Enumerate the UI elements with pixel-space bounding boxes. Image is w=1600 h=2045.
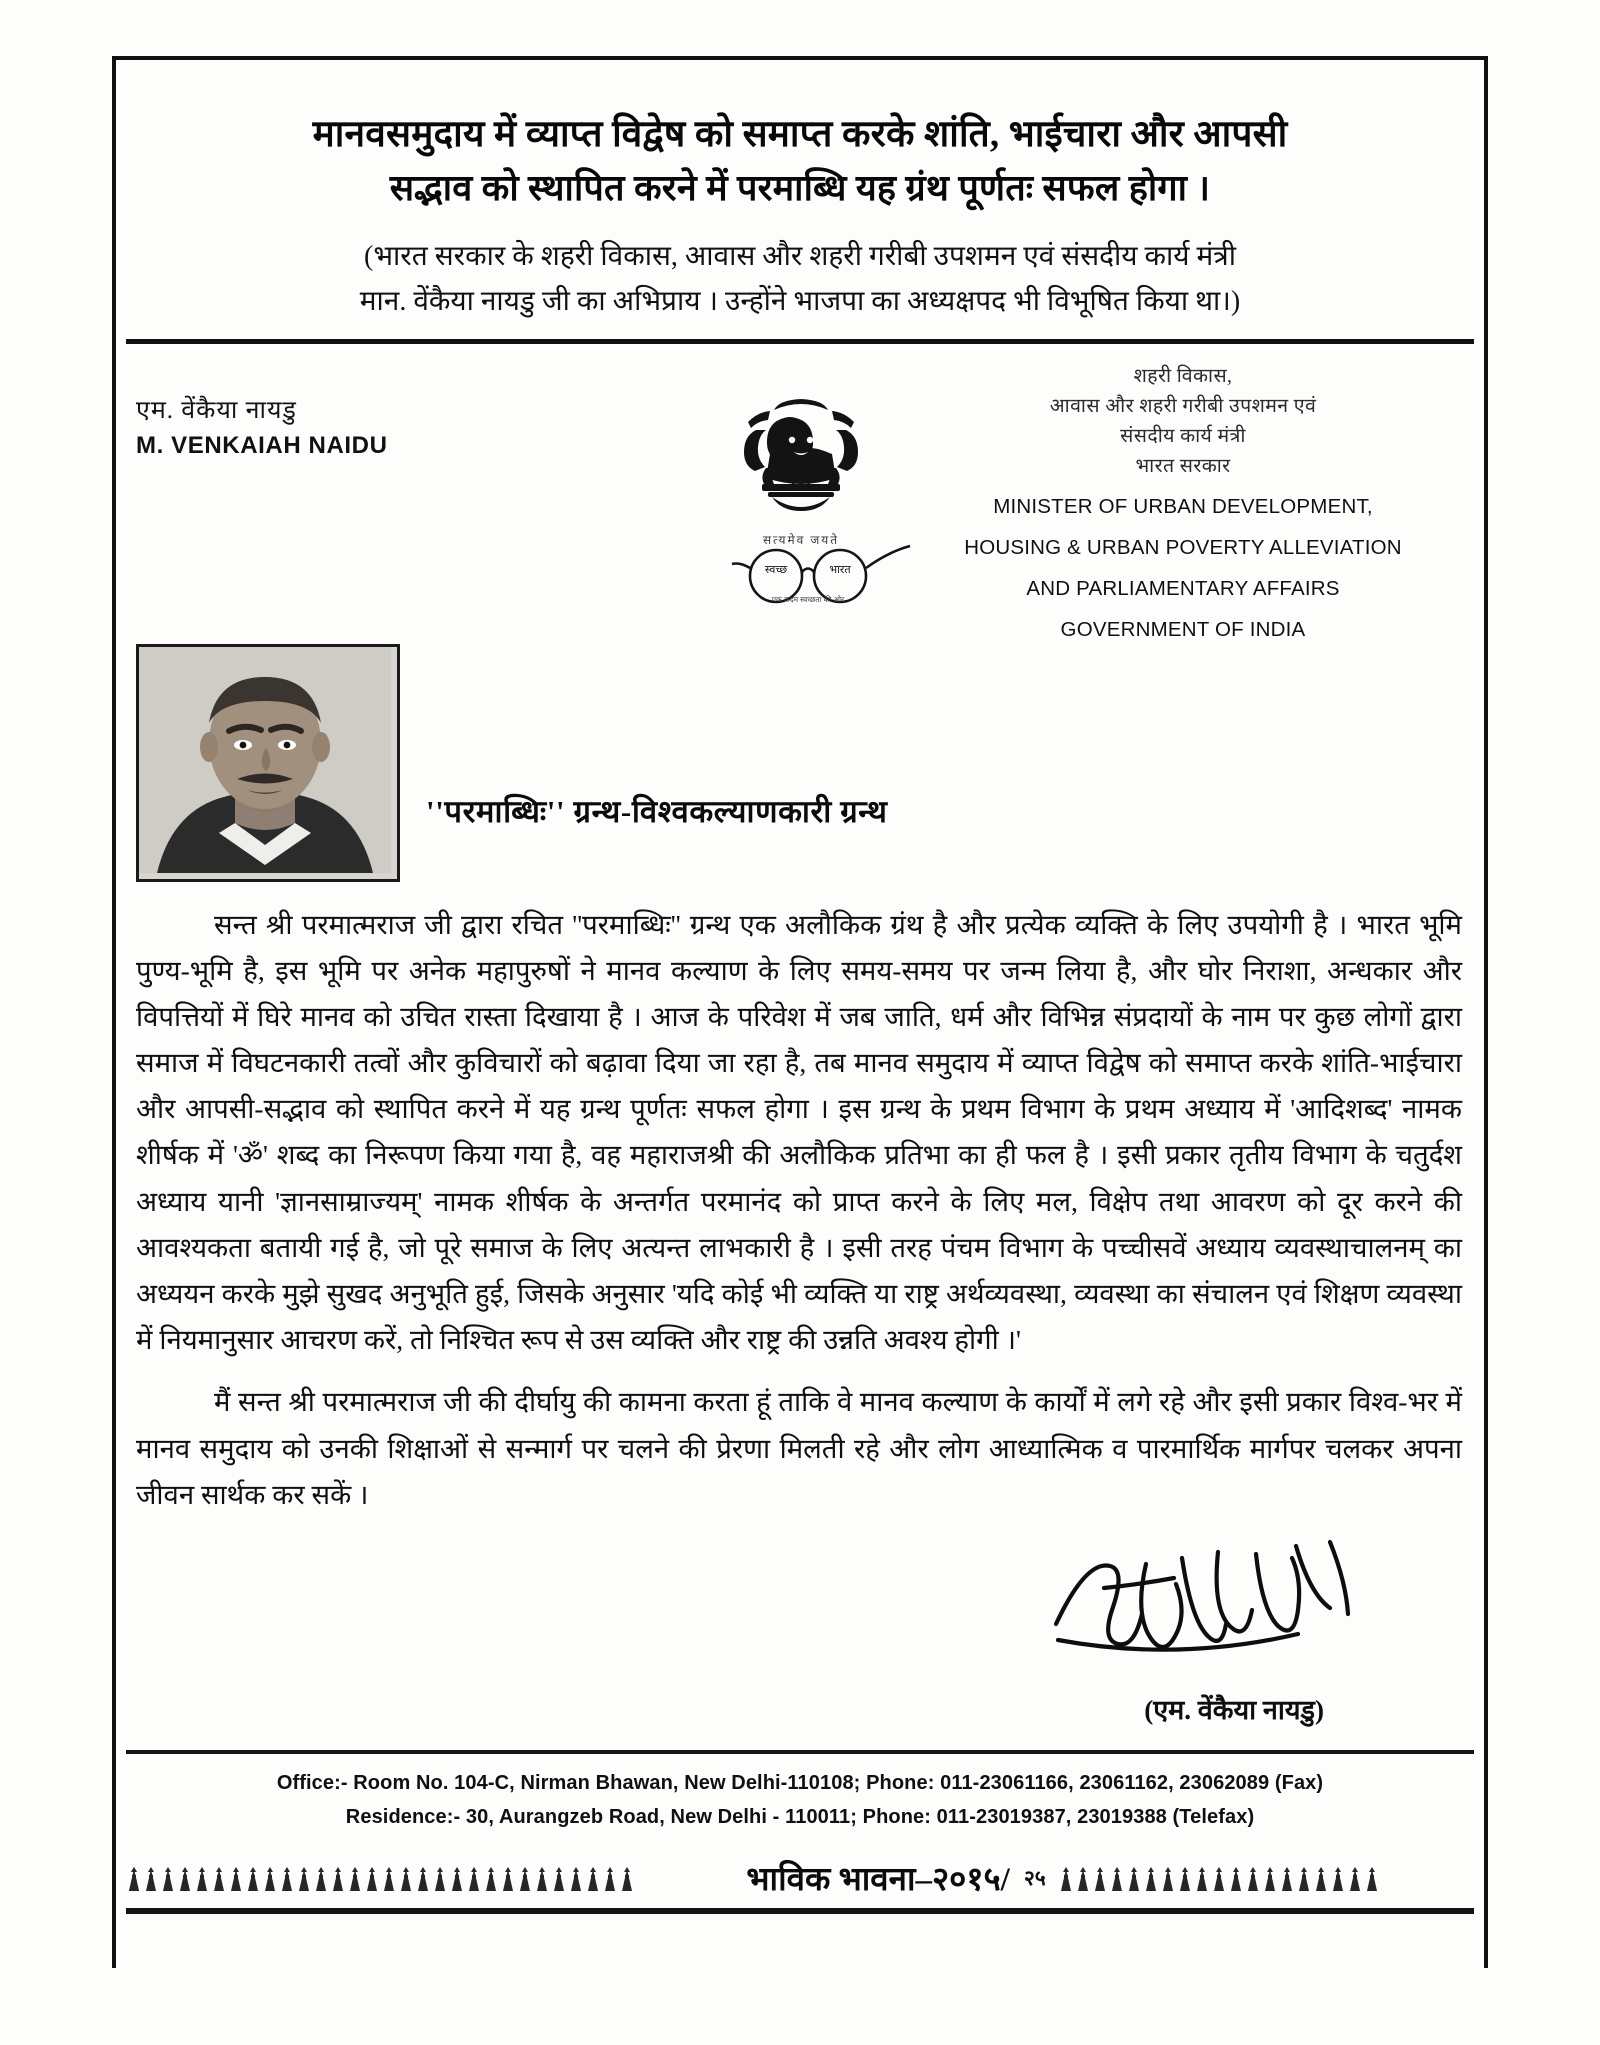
ministry-title-english-3: AND PARLIAMENTARY AFFAIRS — [1026, 576, 1340, 600]
ministry-titles — [896, 362, 1470, 646]
handwritten-signature — [1042, 1528, 1362, 1678]
banner-ornament-left — [126, 1861, 732, 1895]
banner-ornament-right — [1058, 1861, 1474, 1895]
minister-portrait — [136, 644, 400, 882]
letter-body — [126, 896, 1474, 1518]
page-border-right — [1484, 56, 1488, 1968]
heading-line-2: सद्भाव को स्थापित करने में परमाब्धि यह ग्रंथ पूर्णतः सफल होगा । — [389, 167, 1211, 208]
subheading-line-2: मान. वेंकैया नायडु जी का अभिप्राय । उन्होंने भाजपा का अध्यक्षपद भी विभूषित किया था।) — [359, 286, 1241, 318]
main-heading — [126, 60, 1474, 214]
minister-name-block — [136, 392, 388, 460]
footer-contact — [126, 1766, 1474, 1834]
ministry-title-english-2: HOUSING & URBAN POVERTY ALLEVIATION — [964, 536, 1402, 560]
footer-divider — [126, 1750, 1474, 1754]
signature-area — [126, 1534, 1474, 1744]
footer-office-line: Office:- Room No. 104-C, Nirman Bhawan, New Delhi-110108; Phone: 011-23061166, 23061162, 23062089 (Fax) — [276, 1771, 1324, 1794]
heading-line-1: मानवसमुदाय में व्याप्त विद्वेष को समाप्त करके शांति, भाईचारा और आपसी — [312, 114, 1288, 155]
swachh-bharat-spectacles-icon — [724, 540, 939, 610]
state-emblem-of-india-icon — [726, 356, 876, 548]
minister-name-english: M. VENKAIAH NAIDU — [136, 431, 388, 459]
ministry-title-hindi-2: आवास और शहरी गरीबी उपशमन एवं — [1049, 395, 1317, 417]
emblem-motto: सत्यमेव जयते — [762, 532, 840, 547]
svg-text:एक कदम स्वच्छता की ओर: एक कदम स्वच्छता की ओर — [771, 594, 845, 604]
body-paragraph-1: सन्त श्री परमात्मराज जी द्वारा रचित ''परमाब्धिः'' ग्रन्थ एक अलौकिक ग्रंथ है और प्रत्येक व्यक्ति के लिए उपयोगी है । भारत भूमि पुण्य-भूमि है, इस भूमि पर अनेक महापुरुषों ने मानव कल्याण के लिए समय-समय पर जन्म लिया है, और घोर निराशा, अन्धकार और विपत्तियों में घिरे मानव को उचित रास्ता दिखाया है । आज के परिवेश में जब जाति, धर्म और विभिन्न संप्रदायों के नाम पर कुछ लोगों द्वारा समाज में विघटनकारी तत्वों और कुविचारों को बढ़ावा दिया जा रहा है, तब मानव समुदाय में व्याप्त विद्वेष को समाप्त करके शांति-भाईचारा और आपसी-सद्भाव को स्थापित करने में यह ग्रन्थ पूर्णतः सफल होगा । इस ग्रन्थ के प्रथम विभाग के प्रथम अध्याय में 'आदिशब्द' नामक शीर्षक में 'ॐ' शब्द का निरूपण किया गया है, वह महाराजश्री की अलौकिक प्रतिभा का ही फल है । इसी प्रकार तृतीय विभाग के चतुर्दश अध्याय यानी 'ज्ञानसाम्राज्यम्' नामक शीर्षक के अन्तर्गत परमानंद को प्राप्त करने के लिए मल, विक्षेप तथा आवरण को दूर करने की आवश्यकता बतायी गई है, जो पूरे समाज के लिए अत्यन्त लाभकारी है । इसी तरह पंचम विभाग के पच्चीसवें अध्याय व्यवस्थाचालनम् का अध्ययन करके मुझे सुखद अनुभूति हुई, जिसके अनुसार 'यदि कोई भी व्यक्ति या राष्ट्र अर्थव्यवस्था, व्यवस्था का संचालन एवं शिक्षण व्यवस्था में नियमानुसार आचरण करें, तो निश्चित रूप से उस व्यक्ति और राष्ट्र की उन्नति अवश्य होगी ।' — [136, 908, 1462, 1356]
footer-residence-line: Residence:- 30, Aurangzeb Road, New Delhi - 110011; Phone: 011-23019387, 23019388 (Telefax) — [345, 1805, 1255, 1828]
ministry-title-english-4: GOVERNMENT OF INDIA — [1060, 617, 1306, 641]
ministry-title-hindi-4: भारत सरकार — [1135, 456, 1231, 478]
page-border-left — [112, 56, 116, 1968]
page-content — [126, 60, 1474, 1985]
banner-bottom-rule — [126, 1908, 1474, 1914]
ministry-title-english-1: MINISTER OF URBAN DEVELOPMENT, — [993, 495, 1373, 519]
subheading — [126, 234, 1474, 325]
svg-text:स्वच्छ: स्वच्छ — [764, 563, 788, 576]
section-title: ''परमाब्धिः'' ग्रन्थ-विश्वकल्याणकारी ग्रन्थ — [426, 793, 888, 829]
subheading-line-1: (भारत सरकार के शहरी विकास, आवास और शहरी गरीबी उपशमन एवं संसदीय कार्य मंत्री — [364, 240, 1236, 272]
svg-text:भारत: भारत — [829, 563, 851, 576]
signature-printed-name: (एम. वेंकैया नायडु) — [1144, 1694, 1324, 1725]
magazine-banner — [126, 1850, 1474, 1906]
ministry-title-hindi-3: संसदीय कार्य मंत्री — [1120, 425, 1246, 447]
body-paragraph-2: मैं सन्त श्री परमात्मराज जी की दीर्घायु की कामना करता हूं ताकि वे मानव कल्याण के कार्यों में लगे रहे और इसी प्रकार विश्व-भर में मानव समुदाय को उनकी शिक्षाओं से सन्मार्ग पर चलने की प्रेरणा मिलती रहे और लोग आध्यात्मिक व पारमार्थिक मार्गपर चलकर अपना जीवन सार्थक कर सकें । — [136, 1386, 1462, 1510]
ministry-title-hindi-1: शहरी विकास, — [1133, 365, 1233, 387]
minister-name-hindi: एम. वेंकैया नायडु — [136, 396, 297, 424]
banner-title: भाविक भावना–२०१५/ — [746, 1862, 1010, 1899]
banner-page-number: २५ — [1023, 1865, 1046, 1890]
portrait-and-title-row — [126, 644, 1474, 896]
letterhead — [126, 344, 1474, 644]
